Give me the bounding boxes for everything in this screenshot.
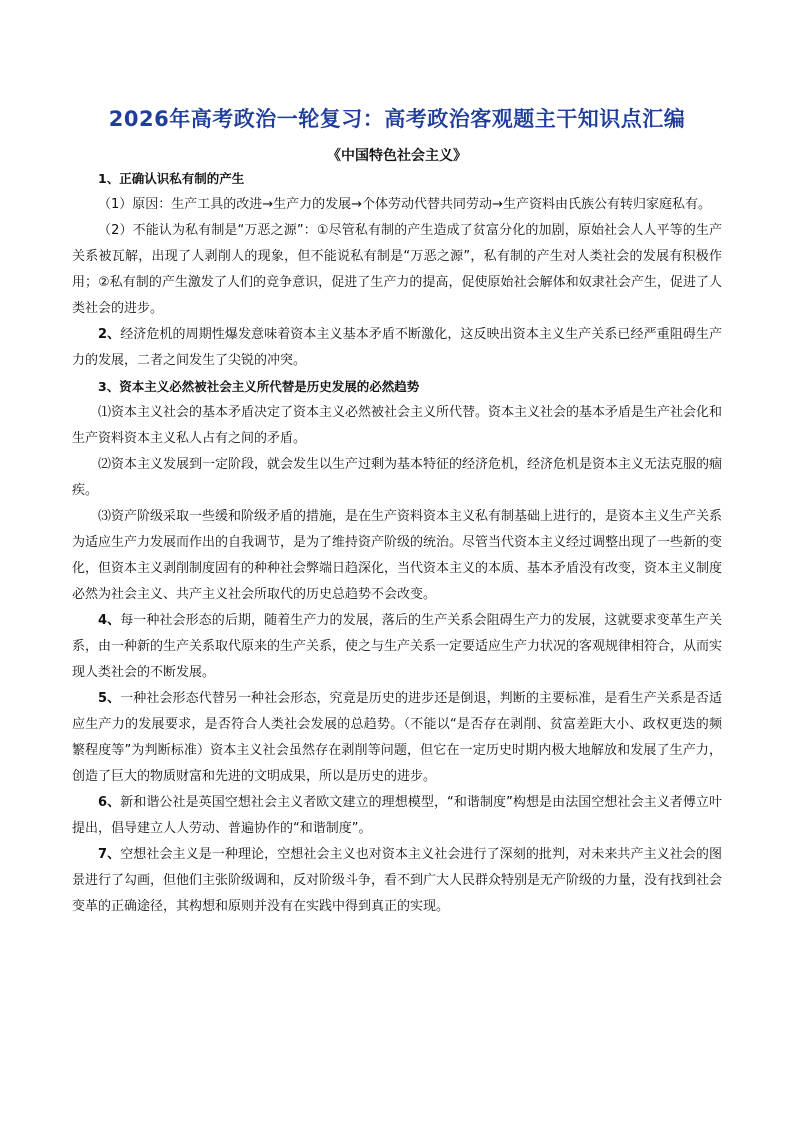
- paragraph-number: 2、: [98, 327, 121, 342]
- paragraph-text: 经济危机的周期性爆发意味着资本主义基本矛盾不断激化，这反映出资本主义生产关系已经严重阻碍生产力的发展，二者之间发生了尖锐的冲突。: [72, 327, 722, 368]
- numbered-paragraph: [72, 790, 722, 842]
- paragraph-number: 6、: [98, 795, 121, 810]
- paragraph-text: 新和谐公社是英国空想社会主义者欧文建立的理想模型，“和谐制度”构想是由法国空想社会主义者傅立叶提出，倡导建立人人劳动、普遍协作的“和谐制度”。: [72, 795, 722, 836]
- section-heading: 3、资本主义必然被社会主义所代替是历史发展的必然趋势: [98, 379, 420, 394]
- page-title: 2026年高考政治一轮复习：高考政治客观题主干知识点汇编: [108, 107, 686, 131]
- paragraph-number: 4、: [98, 613, 121, 628]
- paragraph: ⑵资本主义发展到一定阶段，就会发生以生产过剩为基本特征的经济危机，经济危机是资本主义无法克服的痼疾。: [72, 457, 723, 498]
- page-subtitle: 《中国特色社会主义》: [327, 148, 467, 164]
- paragraph-text: 每一种社会形态的后期，随着生产力的发展，落后的生产关系会阻碍生产力的发展，这就要求变革生产关系，由一种新的生产关系取代原来的生产关系，使之与生产关系一定要适应生产力状况的客观规律相符合，从而实现人类社会的不断发展。: [72, 613, 723, 680]
- numbered-paragraph: [72, 686, 722, 790]
- numbered-paragraph: [72, 842, 722, 920]
- paragraph-number: 5、: [98, 691, 121, 706]
- paragraph-text: 一种社会形态代替另一种社会形态，究竟是历史的进步还是倒退，判断的主要标准，是看生产关系是否适应生产力的发展要求，是否符合人类社会发展的总趋势。（不能以“是否存在剥削、贫富差距大小、政权更迭的频繁程度等”为判断标准）资本主义社会虽然存在剥削等问题，但它在一定历史时期内极大地解放和发展了生产力，创造了巨大的物质财富和先进的文明成果，所以是历史的进步。: [72, 691, 722, 784]
- paragraph: （1）原因：生产工具的改进→生产力的发展→个体劳动代替共同劳动→生产资料由氏族公有转归家庭私有。: [98, 197, 711, 212]
- paragraph-number: 7、: [98, 847, 121, 862]
- paragraph: ⑴资本主义社会的基本矛盾决定了资本主义必然被社会主义所代替。资本主义社会的基本矛盾是生产社会化和生产资料资本主义私人占有之间的矛盾。: [72, 405, 723, 446]
- document-body: [72, 166, 722, 920]
- numbered-paragraph: [72, 608, 722, 686]
- paragraph: ⑶资产阶级采取一些缓和阶级矛盾的措施，是在生产资料资本主义私有制基础上进行的，是资本主义生产关系为适应生产力发展而作出的自我调节，是为了维持资产阶级的统治。尽管当代资本主义经过调整出现了一些新的变化，但资本主义剥削制度固有的种种社会弊端日趋深化，当代资本主义的本质、基本矛盾没有改变，资本主义制度必然为社会主义、共产主义社会所取代的历史总趋势不会改变。: [72, 509, 723, 602]
- paragraph: （2）不能认为私有制是“万恶之源”：①尽管私有制的产生造成了贫富分化的加剧，原始社会人人平等的生产关系被瓦解，出现了人剥削人的现象，但不能说私有制是“万恶之源”，私有制的产生对人类社会的发展有积极作用；②私有制的产生激发了人们的竞争意识，促进了生产力的提高，促使原始社会解体和奴隶社会产生，促进了人类社会的进步。: [72, 223, 722, 316]
- section-heading: 1、正确认识私有制的产生: [98, 171, 245, 186]
- numbered-paragraph: [72, 322, 722, 374]
- paragraph-text: 空想社会主义是一种理论，空想社会主义也对资本主义社会进行了深刻的批判，对未来共产主义社会的图景进行了勾画，但他们主张阶级调和，反对阶级斗争，看不到广大人民群众特别是无产阶级的力量，没有找到社会变革的正确途径，其构想和原则并没有在实践中得到真正的实现。: [72, 847, 723, 914]
